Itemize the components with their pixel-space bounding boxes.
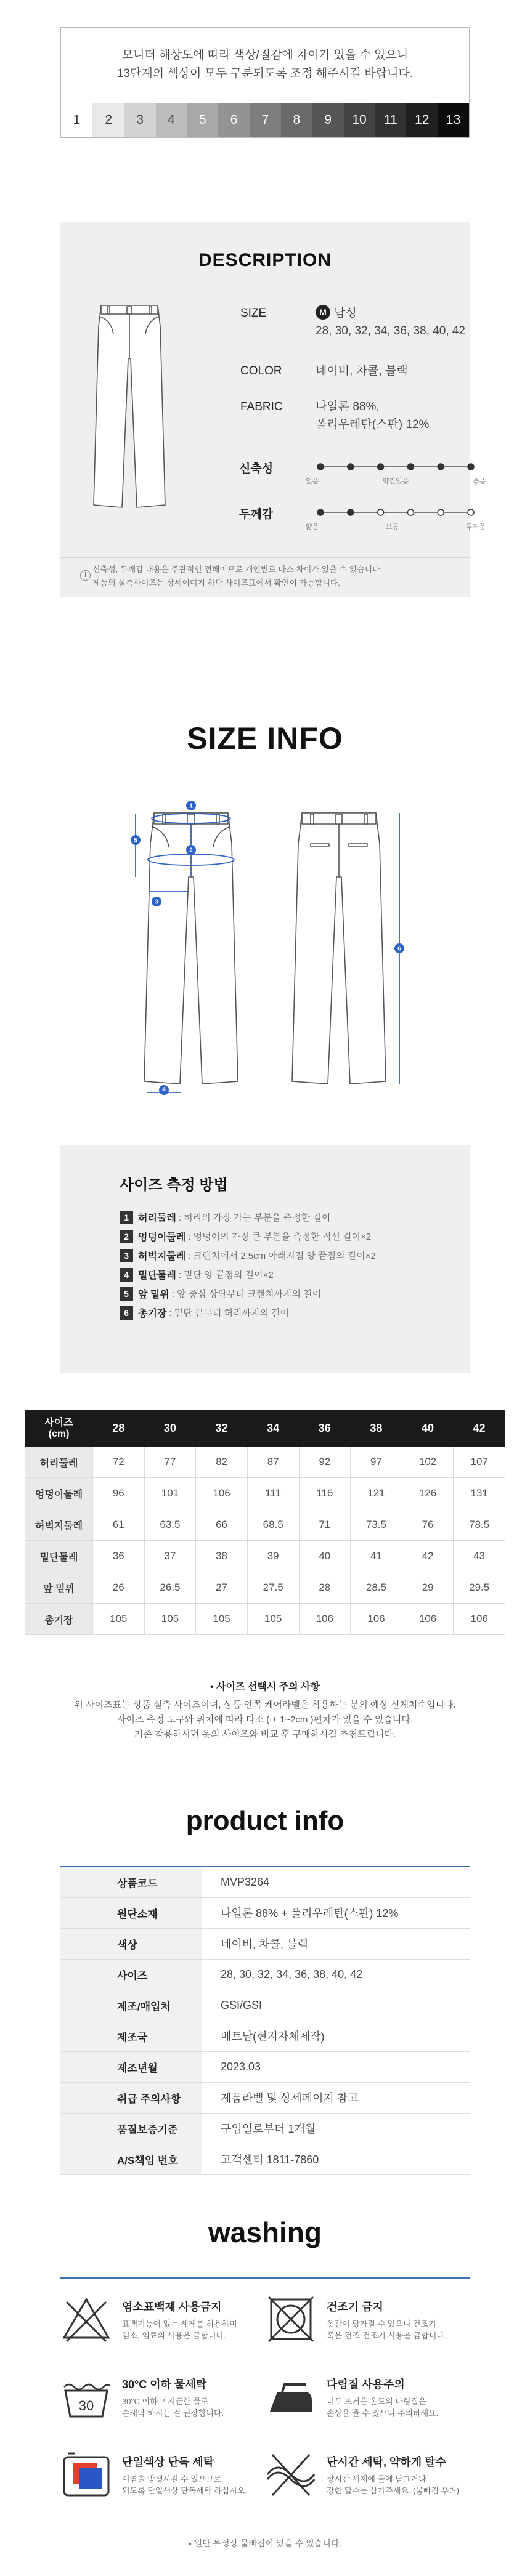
table-row xyxy=(60,2082,470,2113)
size-column-header: 42 xyxy=(454,1411,505,1447)
table-row xyxy=(25,1478,505,1509)
size-column-header: 36 xyxy=(299,1411,351,1447)
corner-label: 사이즈 xyxy=(44,1417,73,1428)
wash-desc-1-b: 혹은 건조·건조기 사용을 금합니다. xyxy=(327,2331,447,2340)
table-row xyxy=(60,2144,470,2174)
table-cell: 73.5 xyxy=(351,1509,402,1541)
table-cell: 105 xyxy=(196,1604,248,1635)
thickness-rating xyxy=(317,508,475,517)
table-cell: 66 xyxy=(196,1509,248,1541)
table-cell: 102 xyxy=(402,1447,454,1478)
stretch-dot-6 xyxy=(468,464,474,470)
no-tumble-dry-icon xyxy=(265,2293,317,2345)
size-table-header xyxy=(25,1411,505,1447)
product-info-value: 네이비, 차콜, 블랙 xyxy=(202,1928,470,1959)
wash-desc-2-b: 손세탁 하시는 걸 권장합니다. xyxy=(122,2408,224,2418)
wash-30-icon xyxy=(60,2371,112,2423)
pants-front-illustration xyxy=(92,302,166,511)
washing-title: washing xyxy=(208,2216,322,2248)
monitor-color-notice xyxy=(60,27,470,138)
scale-step-10: 10 xyxy=(344,103,375,137)
table-row xyxy=(25,1447,505,1478)
size-column-header: 40 xyxy=(402,1411,454,1447)
product-info-value: MVP3264 xyxy=(202,1867,470,1897)
thickness-mid: 보통 xyxy=(386,523,399,531)
table-cell: 111 xyxy=(247,1478,299,1509)
table-row xyxy=(60,2113,470,2144)
scale-step-8: 8 xyxy=(281,103,312,137)
table-cell: 26.5 xyxy=(144,1572,196,1604)
size-column-header: 38 xyxy=(351,1411,402,1447)
thickness-low: 얇음 xyxy=(306,523,319,531)
stretch-dot-4 xyxy=(407,464,414,470)
thickness-dot-3 xyxy=(378,509,384,515)
stretch-label: 신축성 xyxy=(239,462,274,475)
fabric-line-2: 폴리우레탄(스판) 12% xyxy=(316,418,430,431)
info-icon: i xyxy=(80,570,91,581)
table-cell: 41 xyxy=(351,1541,402,1572)
wash-title-2: 30°C 이하 물세탁 xyxy=(122,2378,207,2391)
stretch-high: 좋음 xyxy=(472,478,486,485)
table-cell: 96 xyxy=(93,1478,145,1509)
wash-title-0: 염소표백제 사용금지 xyxy=(122,2301,222,2313)
table-cell: 42 xyxy=(402,1541,454,1572)
table-row xyxy=(25,1572,505,1604)
table-row xyxy=(60,1990,470,2021)
table-cell: 38 xyxy=(196,1541,248,1572)
product-info-value: 2023.03 xyxy=(202,2051,470,2082)
measure-number: 6 xyxy=(120,1306,133,1320)
wash-item-no-bleach xyxy=(60,2283,265,2364)
thickness-dot-1 xyxy=(317,509,324,515)
scale-step-13: 13 xyxy=(438,103,469,137)
marker-3: 3 xyxy=(155,898,158,906)
table-cell: 72 xyxy=(93,1447,145,1478)
stretch-dot-5 xyxy=(438,464,444,470)
row-label: 엉덩이둘레 xyxy=(25,1478,93,1509)
table-cell: 77 xyxy=(144,1447,196,1478)
wash-item-30c xyxy=(60,2361,265,2441)
product-info-table xyxy=(60,1866,470,2175)
row-label: 총기장 xyxy=(25,1604,93,1635)
measure-item xyxy=(120,1227,470,1246)
wash-desc-5-b: 강한 탈수는 삼가주세요. (물빠짐 우려) xyxy=(327,2486,460,2495)
table-row xyxy=(25,1541,505,1572)
measure-name: 허벅지둘레 xyxy=(138,1251,186,1262)
table-cell: 78.5 xyxy=(454,1509,505,1541)
fabric-value xyxy=(316,398,429,434)
size-column-header: 32 xyxy=(196,1411,248,1447)
wash-title-5: 단시간 세탁, 약하게 탈수 xyxy=(327,2456,446,2468)
wash-desc-0-b: 염소, 염료의 사용은 금합니다. xyxy=(122,2331,226,2340)
size-column-header: 30 xyxy=(144,1411,196,1447)
thickness-high: 두꺼움 xyxy=(466,523,486,531)
measure-desc: : 밑단 끝부터 허리까지의 길이 xyxy=(169,1308,290,1318)
size-column-header: 34 xyxy=(247,1411,299,1447)
note-line-1: 신축성, 두께감 내용은 주관적인 견해이므로 개인별로 다소 차이가 있을 수 있습니다. xyxy=(92,565,383,574)
wash-item-separate xyxy=(60,2439,265,2519)
product-info-label: 취급 주의사항 xyxy=(60,2082,202,2113)
size-note-line-1: 위 사이즈표는 상품 실측 사이즈이며, 상품 안쪽 케어라벨은 착용하는 분의 예상 신체치수입니다. xyxy=(74,1700,456,1710)
stretch-mid: 약간있음 xyxy=(382,478,409,485)
wash-title-4: 단일색상 단독 세탁 xyxy=(122,2456,214,2468)
separate-wash-icon xyxy=(60,2449,112,2500)
wash-title-3: 다림질 사용주의 xyxy=(327,2378,405,2391)
measure-desc: : 엉덩이의 가장 큰 부분을 측정한 직선 길이×2 xyxy=(188,1232,372,1242)
table-row xyxy=(25,1509,505,1541)
measure-desc: : 허리의 가장 가는 부분을 측정한 길이 xyxy=(178,1213,331,1223)
row-label: 밑단둘레 xyxy=(25,1541,93,1572)
measure-item xyxy=(120,1284,470,1303)
measure-name: 앞 밑위 xyxy=(138,1290,169,1300)
row-label: 앞 밑위 xyxy=(25,1572,93,1604)
marker-5: 5 xyxy=(134,837,137,844)
table-cell: 106 xyxy=(402,1604,454,1635)
size-table-corner xyxy=(25,1411,93,1447)
table-cell: 106 xyxy=(299,1604,351,1635)
size-column-header: 28 xyxy=(93,1411,145,1447)
row-label: 허리둘레 xyxy=(25,1447,93,1478)
table-cell: 92 xyxy=(299,1447,351,1478)
table-cell: 105 xyxy=(93,1604,145,1635)
table-row xyxy=(60,1897,470,1928)
description-title: DESCRIPTION xyxy=(198,250,332,270)
wash-desc-4-a: 이염을 방생시킬 수 있으므로 xyxy=(122,2474,222,2484)
description-panel xyxy=(60,222,486,597)
table-row xyxy=(25,1604,505,1635)
table-cell: 28.5 xyxy=(351,1572,402,1604)
size-value xyxy=(316,304,465,340)
size-key: SIZE xyxy=(240,307,267,320)
product-info-value: 구입일로부터 1개월 xyxy=(202,2113,470,2144)
marker-6: 6 xyxy=(398,945,401,953)
size-notes-title: • 사이즈 선택시 주의 사항 xyxy=(210,1682,320,1692)
table-cell: 68.5 xyxy=(247,1509,299,1541)
thickness-scale-labels xyxy=(306,522,486,531)
measure-number: 5 xyxy=(120,1287,133,1301)
size-selection-notes xyxy=(0,1679,530,1742)
table-cell: 106 xyxy=(454,1604,505,1635)
table-cell: 26 xyxy=(93,1572,145,1604)
wash-desc-0-a: 표백기능이 없는 세제를 허용하며 xyxy=(122,2319,237,2328)
table-row xyxy=(60,1867,470,1897)
stretch-dot-2 xyxy=(348,464,354,470)
product-info-value: 나일론 88% + 폴리우레탄(스판) 12% xyxy=(202,1897,470,1928)
washing-instructions xyxy=(60,2277,470,2517)
measure-number: 2 xyxy=(120,1230,133,1243)
table-cell: 106 xyxy=(196,1478,248,1509)
table-cell: 107 xyxy=(454,1447,505,1478)
scale-step-1: 1 xyxy=(61,103,93,137)
table-cell: 126 xyxy=(402,1478,454,1509)
product-info-value: GSI/GSI xyxy=(202,1990,470,2021)
table-cell: 87 xyxy=(247,1447,299,1478)
measure-item xyxy=(120,1246,470,1265)
gender-label: 남성 xyxy=(334,307,357,320)
male-badge: M xyxy=(316,305,330,320)
wash-desc-4-b: 되도록 단일색상 단독세탁 하십시오. xyxy=(122,2486,247,2495)
marker-1: 1 xyxy=(189,802,193,810)
table-cell: 40 xyxy=(299,1541,351,1572)
thickness-dot-6 xyxy=(468,509,474,515)
table-cell: 116 xyxy=(299,1478,351,1509)
wash-item-no-wring xyxy=(265,2439,470,2519)
product-info-label: 제조/매입처 xyxy=(60,1990,202,2021)
product-info-value: 제품라벨 및 상세페이지 참고 xyxy=(202,2082,470,2113)
size-list: 28, 30, 32, 34, 36, 38, 40, 42 xyxy=(316,325,465,337)
no-wring-icon xyxy=(265,2449,317,2500)
table-cell: 29 xyxy=(402,1572,454,1604)
product-info-label: 품질보증기준 xyxy=(60,2113,202,2144)
notice-line-2: 13단계의 색상이 모두 구분되도록 조정 해주시길 바랍니다. xyxy=(116,67,414,80)
product-info-value: 고객센터 1811-7860 xyxy=(202,2144,470,2174)
table-cell: 106 xyxy=(351,1604,402,1635)
measurement-guide xyxy=(60,1145,470,1373)
measure-item xyxy=(120,1208,470,1227)
table-cell: 105 xyxy=(144,1604,196,1635)
wash-title-1: 건조기 금지 xyxy=(327,2301,383,2313)
table-row xyxy=(60,2021,470,2051)
measure-name: 엉덩이둘레 xyxy=(138,1232,186,1243)
measure-number: 3 xyxy=(120,1249,133,1262)
table-cell: 101 xyxy=(144,1478,196,1509)
table-cell: 61 xyxy=(93,1509,145,1541)
thickness-label: 두께감 xyxy=(239,508,274,521)
product-info-label: 원단소재 xyxy=(60,1897,202,1928)
table-row xyxy=(60,1928,470,1959)
stretch-low: 없음 xyxy=(306,478,319,485)
measure-guide-title: 사이즈 측정 방법 xyxy=(120,1177,228,1193)
table-cell: 105 xyxy=(247,1604,299,1635)
table-row xyxy=(60,1959,470,1990)
product-info-label: 상품코드 xyxy=(60,1867,202,1897)
washing-footnote: • 원단 특성상 물빠짐이 있을 수 있습니다. xyxy=(188,2538,342,2548)
wash-item-no-dryer xyxy=(265,2283,470,2364)
scale-step-2: 2 xyxy=(93,103,124,137)
table-cell: 71 xyxy=(299,1509,351,1541)
marker-4: 4 xyxy=(159,1085,169,1095)
pants-back-drawing xyxy=(292,813,386,1084)
fabric-key: FABRIC xyxy=(240,400,283,413)
wash-desc-3-b: 손상을 줄 수 있으니 주의하세요. xyxy=(327,2408,439,2418)
scale-step-7: 7 xyxy=(250,103,281,137)
thickness-dot-2 xyxy=(348,509,354,515)
product-info-label: 제조국 xyxy=(60,2021,202,2051)
measure-list xyxy=(120,1208,470,1322)
measure-desc: : 크랜치에서 2.5cm 아래지점 양 끝점의 길이×2 xyxy=(188,1251,376,1261)
wash-desc-3-a: 너무 뜨거운 온도의 다림질은 xyxy=(327,2397,426,2406)
table-cell: 121 xyxy=(351,1478,402,1509)
grayscale-calibration-strip xyxy=(61,103,469,137)
table-cell: 37 xyxy=(144,1541,196,1572)
stretch-scale-labels xyxy=(306,476,486,486)
no-bleach-icon xyxy=(60,2293,112,2345)
corner-unit: (cm) xyxy=(48,1428,70,1439)
measure-number: 4 xyxy=(120,1268,133,1282)
iron-low-icon xyxy=(265,2371,317,2423)
wash-desc-2-a: 30°C 이하 미지근한 물로 xyxy=(122,2397,209,2406)
size-note-line-3: 기존 착용하시던 옷의 사이즈와 비교 후 구매하시길 추천드립니다. xyxy=(134,1729,396,1740)
measure-name: 허리둘레 xyxy=(138,1213,176,1224)
table-cell: 76 xyxy=(402,1509,454,1541)
table-cell: 63.5 xyxy=(144,1509,196,1541)
table-cell: 43 xyxy=(454,1541,505,1572)
size-measurement-diagram xyxy=(123,801,419,1096)
scale-step-4: 4 xyxy=(156,103,187,137)
product-info-label: 사이즈 xyxy=(60,1959,202,1990)
notice-line-1: 모니터 해상도에 따라 색상/질감에 차이가 있을 수 있으니 xyxy=(121,49,409,62)
thickness-dot-5 xyxy=(438,509,444,515)
table-cell: 28 xyxy=(299,1572,351,1604)
table-row xyxy=(60,2051,470,2082)
scale-step-3: 3 xyxy=(124,103,156,137)
measure-desc: : 밑단 양 끝점의 길이×2 xyxy=(178,1270,274,1280)
thickness-dot-4 xyxy=(407,509,414,515)
product-info-value: 28, 30, 32, 34, 36, 38, 40, 42 xyxy=(202,1959,470,1990)
fabric-line-1: 나일론 88%, xyxy=(316,400,380,413)
marker-2: 2 xyxy=(189,847,193,854)
table-cell: 27.5 xyxy=(247,1572,299,1604)
product-info-label: A/S책임 번호 xyxy=(60,2144,202,2174)
table-cell: 29.5 xyxy=(454,1572,505,1604)
stretch-rating xyxy=(317,462,475,471)
product-info-title: product info xyxy=(186,1806,344,1836)
wash-desc-5-a: 장시간 세제에 물에 담그거나 xyxy=(327,2474,426,2484)
svg-text:30: 30 xyxy=(78,2398,94,2413)
size-note-line-2: 사이즈 측정 도구와 위치에 따라 다소 ( ± 1~2cm )편차가 있을 수 있습니다. xyxy=(116,1714,414,1725)
product-info-label: 제조년월 xyxy=(60,2051,202,2082)
product-info-label: 색상 xyxy=(60,1928,202,1959)
wash-desc-1-a: 옷감이 망가질 수 있으니 건조기 xyxy=(327,2319,436,2328)
description-note xyxy=(60,557,470,597)
table-cell: 39 xyxy=(247,1541,299,1572)
scale-step-5: 5 xyxy=(187,103,218,137)
table-cell: 131 xyxy=(454,1478,505,1509)
measure-name: 총기장 xyxy=(138,1309,167,1319)
color-value: 네이비, 차콜, 블랙 xyxy=(316,365,408,378)
table-cell: 97 xyxy=(351,1447,402,1478)
note-line-2: 제품의 실측사이즈는 상세이미지 하단 사이즈표에서 확인이 가능합니다. xyxy=(92,578,341,587)
scale-step-12: 12 xyxy=(406,103,438,137)
scale-step-11: 11 xyxy=(375,103,406,137)
measure-item xyxy=(120,1265,470,1284)
measure-name: 밑단둘레 xyxy=(138,1270,176,1281)
stretch-dot-3 xyxy=(378,464,384,470)
table-cell: 82 xyxy=(196,1447,248,1478)
scale-step-9: 9 xyxy=(312,103,344,137)
size-table xyxy=(25,1410,505,1635)
product-info-value: 베트남(현지자체제작) xyxy=(202,2021,470,2051)
scale-step-6: 6 xyxy=(218,103,250,137)
table-cell: 36 xyxy=(93,1541,145,1572)
size-info-title: SIZE INFO xyxy=(187,721,343,756)
measure-item xyxy=(120,1303,470,1322)
stretch-dot-1 xyxy=(317,464,324,470)
measure-number: 1 xyxy=(120,1211,133,1224)
table-cell: 27 xyxy=(196,1572,248,1604)
color-key: COLOR xyxy=(240,365,282,378)
row-label: 허벅지둘레 xyxy=(25,1509,93,1541)
wash-item-iron xyxy=(265,2361,470,2441)
measure-desc: : 앞 중심 상단부터 크랜치까지의 길이 xyxy=(171,1289,322,1299)
